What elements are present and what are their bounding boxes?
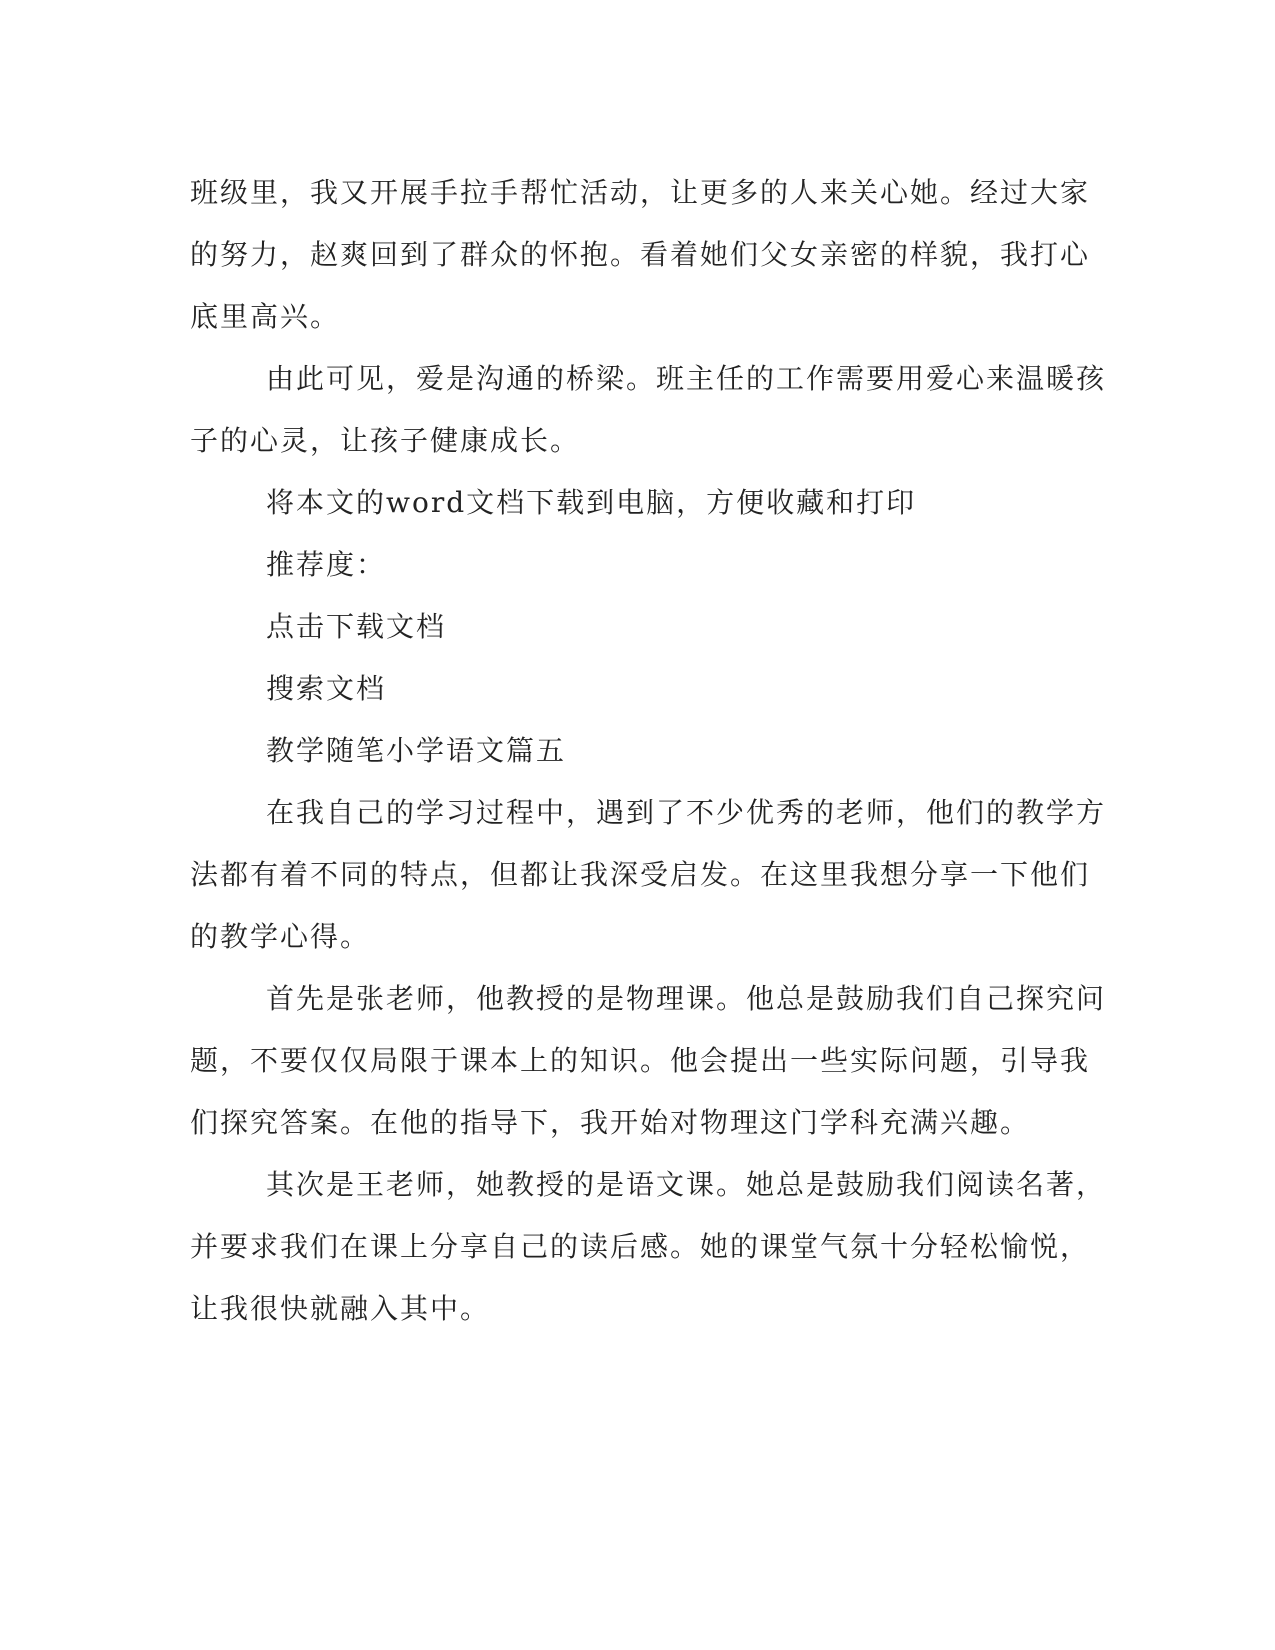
text-line[interactable]: 点击下载文档: [266, 610, 447, 643]
paragraph: [190, 162, 1090, 348]
text-line: 的努力，赵爽回到了群众的怀抱。看着她们父女亲密的样貌，我打心: [190, 238, 1091, 271]
text-line: 班级里，我又开展手拉手帮忙活动，让更多的人来关心她。经过大家: [190, 176, 1091, 209]
search-document-link[interactable]: [190, 658, 1090, 720]
text-line: 在我自己的学习过程中，遇到了不少优秀的老师，他们的教学方: [266, 796, 1107, 829]
download-prompt: [190, 472, 1090, 534]
text-line: 教学随笔小学语文篇五: [266, 734, 567, 767]
text-line: 让我很快就融入其中。: [190, 1292, 491, 1325]
text-line: 子的心灵，让孩子健康成长。: [190, 424, 581, 457]
text-line: 由此可见，爱是沟通的桥梁。班主任的工作需要用爱心来温暖孩: [266, 362, 1107, 395]
text-line: 底里高兴。: [190, 300, 341, 333]
paragraph: [190, 348, 1107, 472]
section-heading: [190, 720, 1090, 782]
text-line: 法都有着不同的特点，但都让我深受启发。在这里我想分享一下他们: [190, 858, 1091, 891]
recommendation-label: [190, 534, 1090, 596]
paragraph: [190, 782, 1107, 968]
text-line: 首先是张老师，他教授的是物理课。他总是鼓励我们自己探究问: [266, 982, 1107, 1015]
text-line[interactable]: 搜索文档: [266, 672, 387, 705]
text-line: 其次是王老师，她教授的是语文课。她总是鼓励我们阅读名著，: [266, 1168, 1107, 1201]
text-line: 将本文的word文档下载到电脑，方便收藏和打印: [266, 486, 917, 519]
text-line: 推荐度：: [266, 548, 387, 581]
text-line: 的教学心得。: [190, 920, 371, 953]
document-body: [190, 162, 1107, 1340]
download-document-link[interactable]: [190, 596, 1090, 658]
paragraph: [190, 1154, 1107, 1340]
text-line: 题，不要仅仅局限于课本上的知识。他会提出一些实际问题，引导我: [190, 1044, 1091, 1077]
paragraph: [190, 968, 1107, 1154]
text-line: 们探究答案。在他的指导下，我开始对物理这门学科充满兴趣。: [190, 1106, 1031, 1139]
text-line: 并要求我们在课上分享自己的读后感。她的课堂气氛十分轻松愉悦，: [190, 1230, 1091, 1263]
